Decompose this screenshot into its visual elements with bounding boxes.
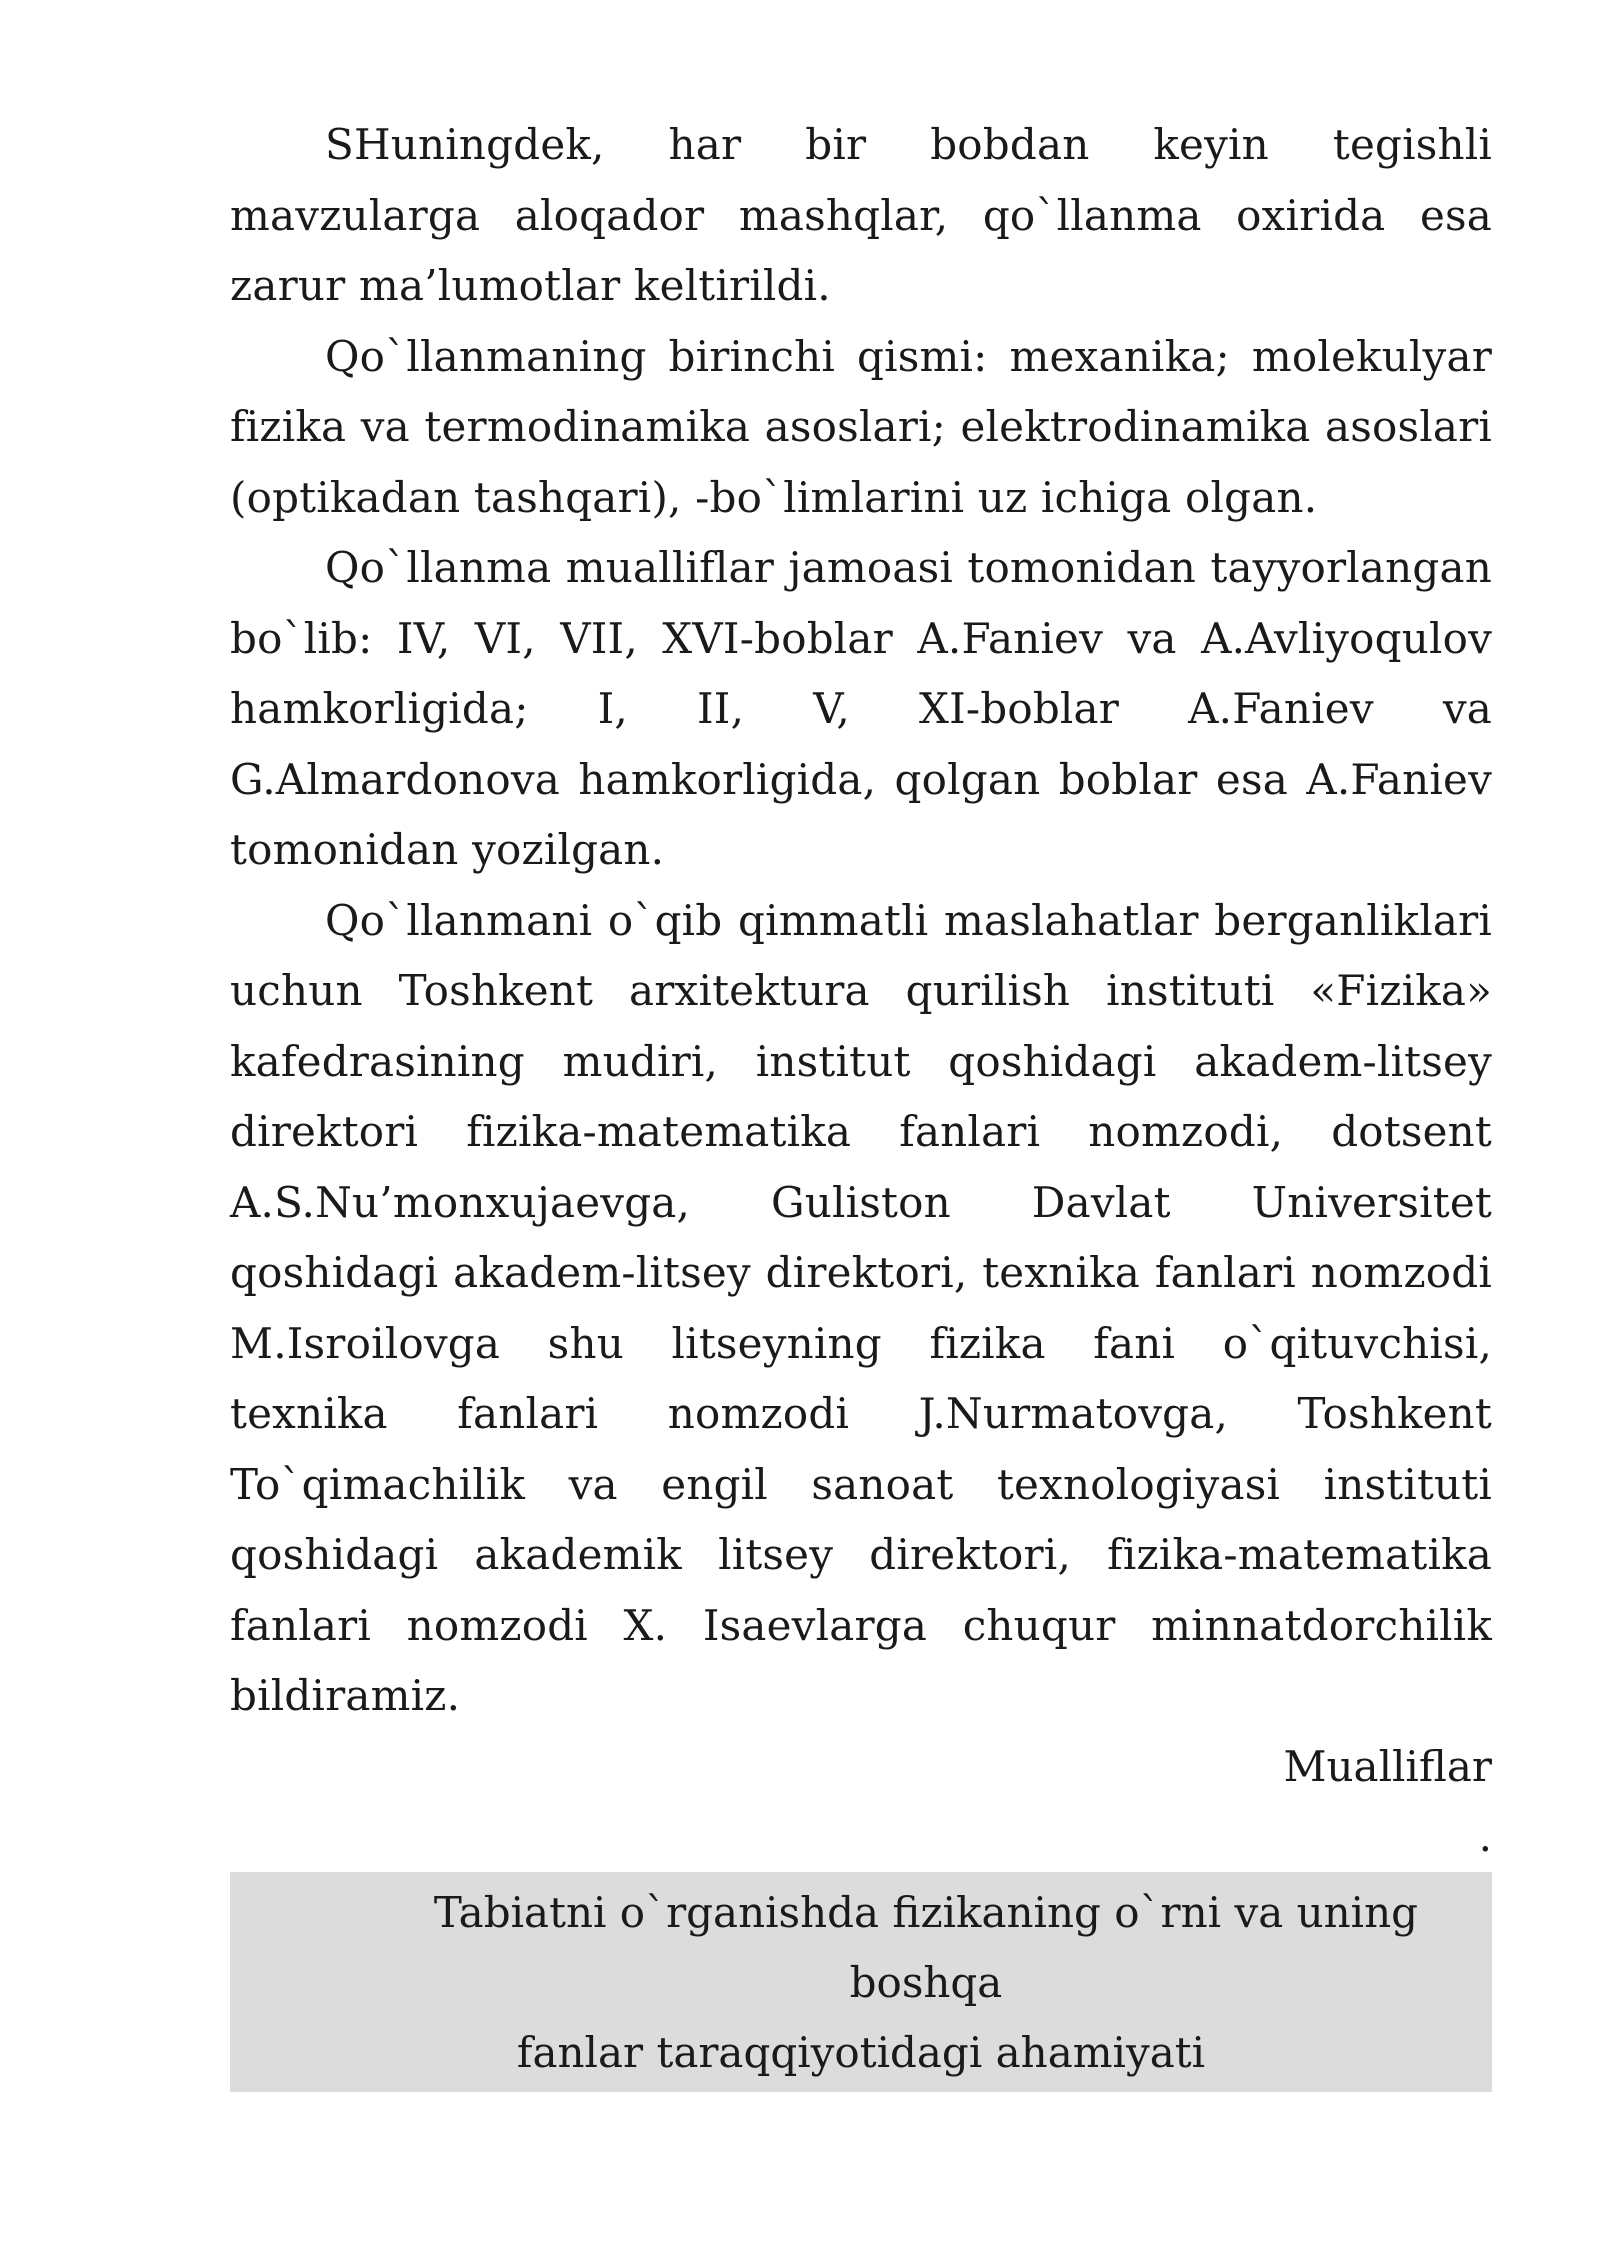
section-heading-line-2: fanlar taraqqiyotidagi ahamiyati xyxy=(516,2027,1206,2077)
section-heading-line-1: Tabiatni o`rganishda fizikaning o`rni va uning boshqa xyxy=(433,1887,1419,2007)
trailing-mark: . xyxy=(1478,1811,1492,1861)
signature: Mualliflar xyxy=(1283,1741,1492,1791)
paragraph-authors: Qo`llanma mualliflar jamoasi tomonidan tayyorlangan bo`lib: IV, VI, VII, XVI-boblar A.Faniev va A.Avliyoqulov hamkorligida; I, II, V, XI-boblar A.Faniev va G.Almardonova hamkorligida, qolgan boblar esa A.Faniev tomonidan yozilgan. xyxy=(230,543,1492,874)
paragraph-acknowledgements: Qo`llanmani o`qib qimmatli maslahatlar berganliklari uchun Toshkent arxitektura qurilish instituti «Fizika» kafedrasining mudiri, institut qoshidagi akadem-litsey direktori fizika-matematika fanlari nomzodi, dotsent A.S.Nu’monxujaevga, Guliston Davlat Universitet qoshidagi akadem-litsey direktori, texnika fanlari nomzodi M.Isroilovga shu litseyning fizika fani o`qituvchisi, texnika fanlari nomzodi J.Nurmatovga, Toshkent To`qimachilik va engil sanoat texnologiyasi instituti qoshidagi akademik litsey direktori, fizika-matematika fanlari nomzodi X. Isaevlarga chuqur minnatdorchilik bildiramiz. xyxy=(230,895,1492,1720)
paragraph-exercises: SHuningdek, har bir bobdan keyin tegishli mavzularga aloqador mashqlar, qo`llanma oxirida esa zarur ma’lumotlar keltirildi. xyxy=(230,120,1492,310)
document-page xyxy=(230,110,1492,2092)
paragraph-first-part: Qo`llanmaning birinchi qismi: mexanika; molekulyar fizika va termodinamika asoslari; elektrodinamika asoslari (optikadan tashqari), -bo`limlarini uz ichiga olgan. xyxy=(230,331,1492,522)
section-heading xyxy=(230,1872,1492,2092)
